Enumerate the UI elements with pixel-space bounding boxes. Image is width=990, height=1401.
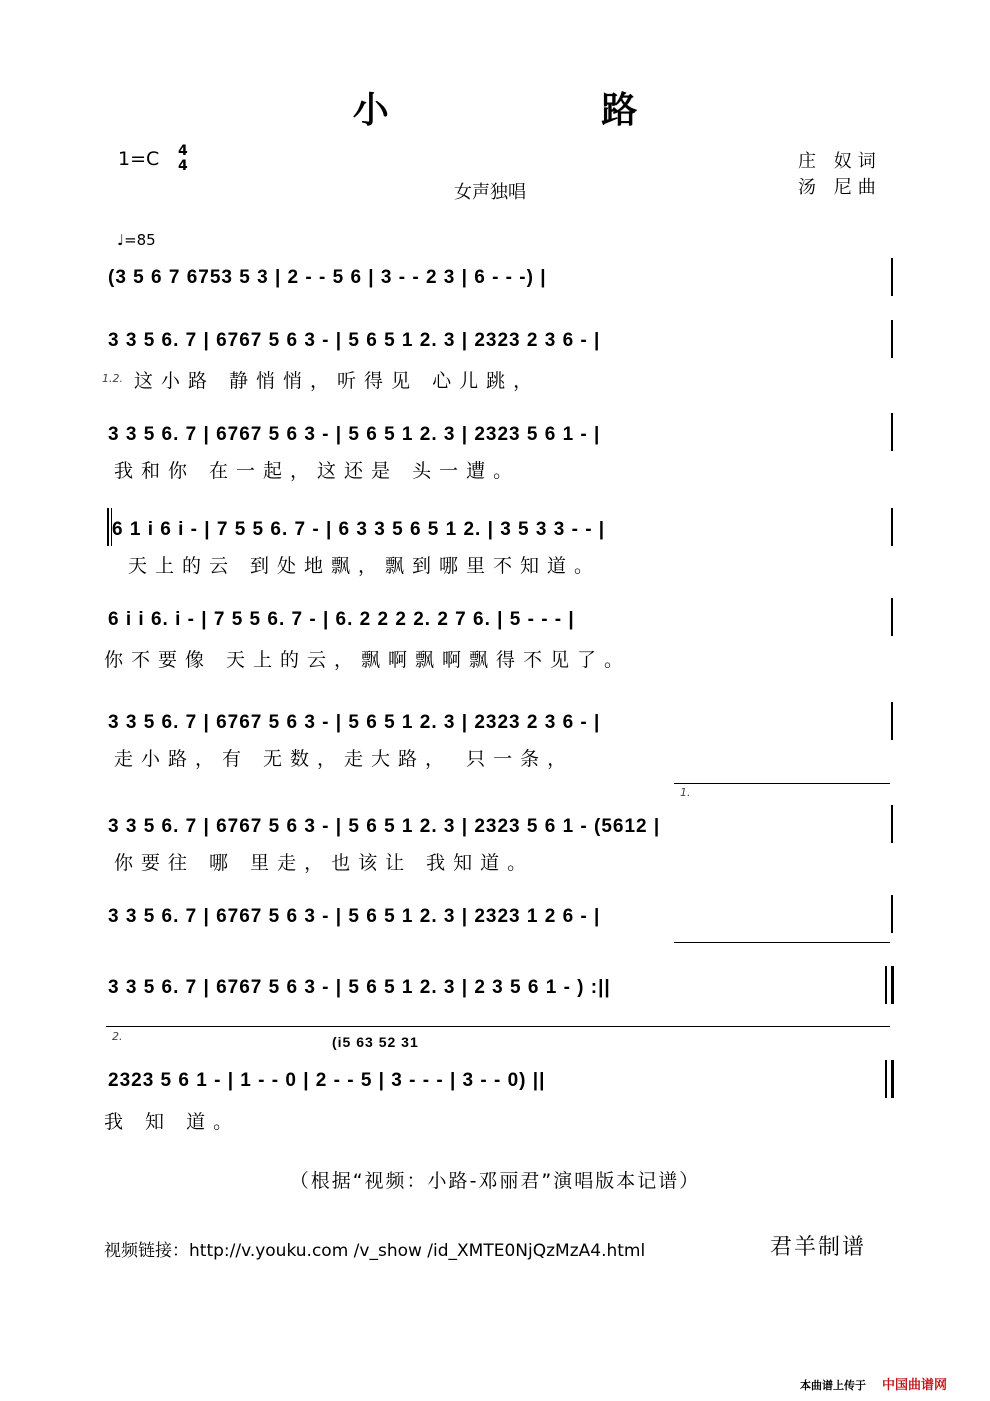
repeat-start-barline xyxy=(107,508,109,546)
score-row-lyrics: 天上的云 到处地飘，飘到哪里不知道。 xyxy=(128,555,602,577)
score-row-notes: 6 i i 6. i - | 7 5 5 6. 7 - | 6. 2 2 2 2. 2 7 6. | 5 - - - | xyxy=(108,609,575,630)
score-row-notes: 6 1 i 6 i - | 7 5 5 6. 7 - | 6 3 3 5 6 5 1 2. | 3 5 3 3 - - | xyxy=(112,519,606,540)
score-row-lyrics: 我 知 道。 xyxy=(104,1111,241,1133)
score-row-lyrics: 你不要像 天上的云，飘啊飘啊飘得不见了。 xyxy=(104,649,632,671)
site-logo[interactable]: 中国曲谱网 xyxy=(882,1378,948,1393)
ending-bracket xyxy=(674,783,890,784)
ending-bracket xyxy=(674,942,890,943)
barline xyxy=(891,702,893,740)
tempo-marking: ♩=85 xyxy=(117,231,156,249)
upload-note: 本曲谱上传于 xyxy=(800,1379,866,1392)
barline xyxy=(891,598,893,636)
composer-credit: 汤 尼曲 xyxy=(798,177,882,198)
repeat-start-barline xyxy=(111,508,112,546)
barline xyxy=(891,508,893,546)
video-link[interactable]: 视频链接：http://v.youku.com /v_show /id_XMTE0NjQzMzA4.html xyxy=(104,1241,646,1261)
transcription-credit: （根据“视频：小路-邓丽君”演唱版本记谱） xyxy=(289,1170,701,1192)
final-barline xyxy=(885,1060,887,1098)
performer-label: 女声独唱 xyxy=(454,182,526,203)
barline xyxy=(891,258,893,296)
ending-bracket xyxy=(106,1026,890,1027)
barline xyxy=(891,805,893,843)
score-row-lyrics: 走小路，有 无数，走大路， 只一条， xyxy=(114,748,575,770)
score-row-notes: 3 3 5 6. 7 | 6767 5 6 3 - | 5 6 5 1 2. 3 | 2323 1 2 6 - | xyxy=(108,906,601,927)
lyricist-credit: 庄 奴词 xyxy=(798,151,882,172)
verse-number: 1.2. xyxy=(102,372,123,385)
final-barline xyxy=(891,1060,894,1098)
barline xyxy=(891,895,893,933)
ending-marker: 2. xyxy=(112,1030,123,1043)
barline xyxy=(891,413,893,451)
barline xyxy=(891,320,893,358)
score-row-notes: 2323 5 6 1 - | 1 - - 0 | 2 - - 5 | 3 - - - | 3 - - 0) || xyxy=(108,1070,546,1091)
score-row-lyrics: 你要往 哪 里走，也该让 我知道。 xyxy=(114,852,535,874)
transcriber-signature: 君羊制谱 xyxy=(770,1235,867,1260)
repeat-end-barline xyxy=(891,966,894,1004)
score-row-lyrics: 这小路 静悄悄，听得见 心儿跳， xyxy=(134,370,541,392)
time-signature xyxy=(178,144,188,174)
score-row-notes: 3 3 5 6. 7 | 6767 5 6 3 - | 5 6 5 1 2. 3 | 2323 5 6 1 - | xyxy=(108,424,601,445)
time-signature-bottom: 4 xyxy=(178,158,188,174)
score-row-notes: 3 3 5 6. 7 | 6767 5 6 3 - | 5 6 5 1 2. 3 | 2 3 5 6 1 - ) :|| xyxy=(108,977,611,998)
repeat-end-barline xyxy=(885,966,887,1004)
score-row-notes: (3 5 6 7 6753 5 3 | 2 - - 5 6 | 3 - - 2 3 | 6 - - -) | xyxy=(108,267,547,288)
score-row-notes: 3 3 5 6. 7 | 6767 5 6 3 - | 5 6 5 1 2. 3 | 2323 2 3 6 - | xyxy=(108,712,601,733)
cue-notes: (i5 63 52 31 xyxy=(332,1034,419,1050)
time-signature-top: 4 xyxy=(178,143,188,159)
key-signature: 1=C xyxy=(118,148,160,170)
score-row-notes: 3 3 5 6. 7 | 6767 5 6 3 - | 5 6 5 1 2. 3 | 2323 5 6 1 - (5612 | xyxy=(108,816,661,837)
score-row-lyrics: 我和你 在一起，这还是 头一遭。 xyxy=(114,460,521,482)
score-row-notes: 3 3 5 6. 7 | 6767 5 6 3 - | 5 6 5 1 2. 3 | 2323 2 3 6 - | xyxy=(108,330,601,351)
page-title: 小 路 xyxy=(352,90,738,131)
ending-marker: 1. xyxy=(680,786,691,799)
